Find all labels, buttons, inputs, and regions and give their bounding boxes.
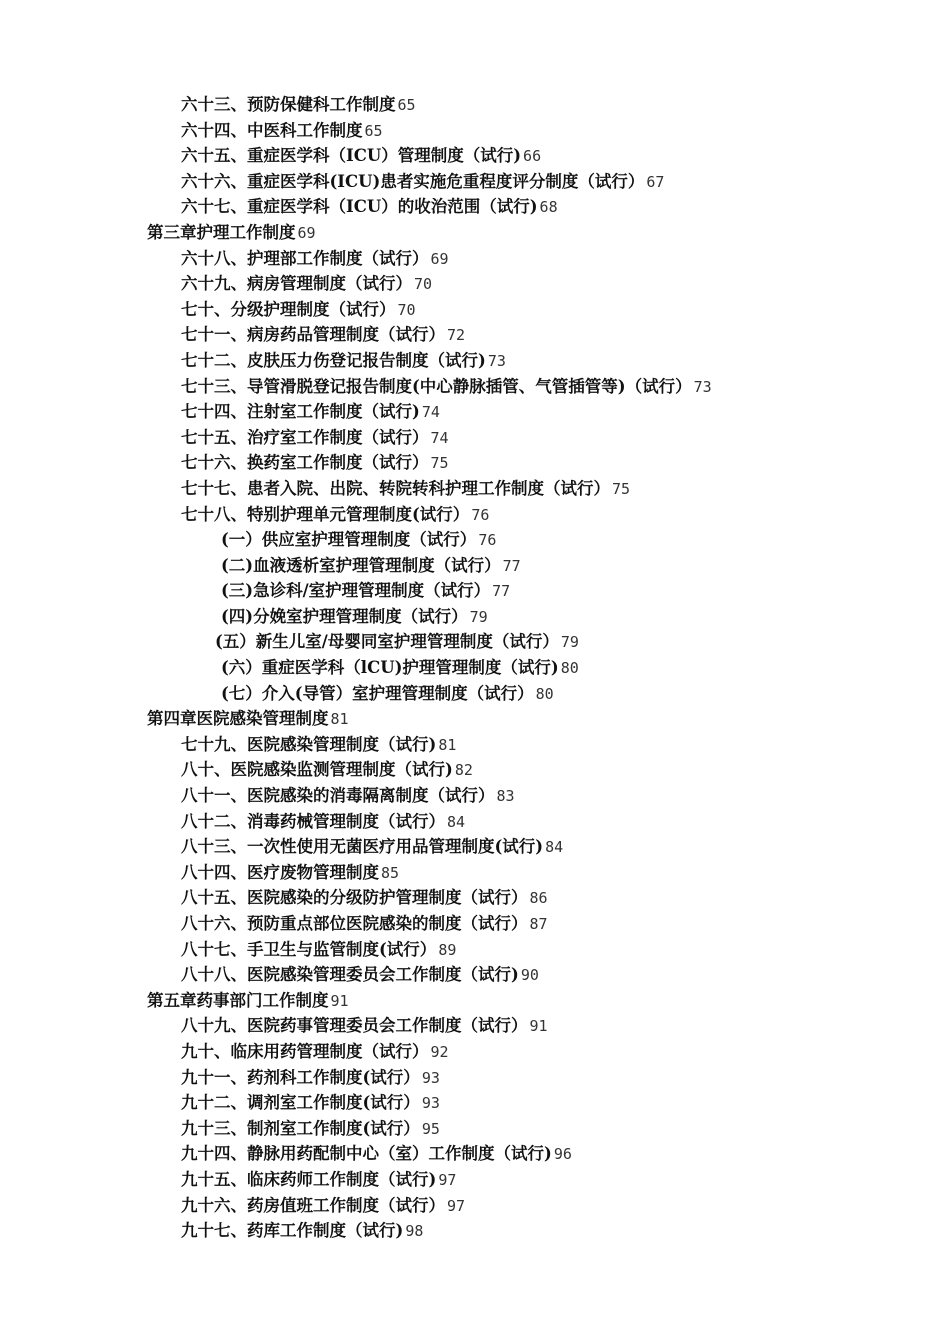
- toc-entry-page-number: 93: [421, 1068, 440, 1087]
- toc-entry-title: 七十七、患者入院、出院、转院转科护理工作制度（试行）: [181, 478, 610, 498]
- toc-entry-title: 六十七、重症医学科（ICU）的收治范围（试行): [181, 197, 538, 217]
- toc-entry-page-number: 70: [414, 275, 433, 294]
- toc-entry-page-number: 74: [421, 403, 440, 422]
- toc-entry-page-number: 65: [397, 96, 416, 114]
- toc-entry: [0, 374, 950, 400]
- toc-entry-page-number: 69: [430, 249, 449, 268]
- toc-entry-title: 七十六、换药室工作制度（试行）: [181, 453, 429, 473]
- toc-entry: [0, 450, 950, 476]
- toc-entry-page-number: 74: [430, 428, 449, 447]
- toc-entry-title: 八十二、消毒药械管理制度（试行）: [181, 811, 445, 831]
- toc-entry: [0, 92, 950, 118]
- toc-entry-page-number: 91: [330, 991, 349, 1010]
- toc-entry-page-number: 81: [438, 735, 457, 754]
- toc-entry-title: (三)急诊科/室护理管理制度（试行）: [221, 581, 491, 601]
- toc-entry-page-number: 89: [438, 940, 457, 959]
- toc-entry-title: 八十一、医院感染的消毒隔离制度（试行）: [181, 786, 495, 806]
- toc-entry: [0, 937, 950, 963]
- toc-entry-page-number: 73: [693, 377, 712, 396]
- toc-entry-page-number: 79: [560, 633, 579, 652]
- toc-entry-title: 九十五、临床药师工作制度（试行): [181, 1169, 437, 1189]
- toc-entry: [0, 399, 950, 425]
- toc-entry-title: 八十五、医院感染的分级防护管理制度（试行）: [181, 888, 528, 908]
- toc-entry-title: 九十二、调剂室工作制度(试行）: [181, 1093, 420, 1113]
- toc-entry: [0, 757, 950, 783]
- toc-entry-page-number: 79: [469, 607, 488, 626]
- toc-entry-title: 八十四、医疗废物管理制度: [181, 862, 379, 882]
- toc-entry-page-number: 84: [447, 812, 466, 831]
- toc-entry-page-number: 69: [297, 223, 316, 242]
- toc-entry-page-number: 97: [438, 1170, 457, 1189]
- toc-entry-title: 七十九、医院感染管理制度（试行): [181, 734, 437, 754]
- toc-entry: [0, 1193, 950, 1219]
- toc-entry-title: 七十三、导管滑脱登记报告制度(中心静脉插管、气管插管等)（试行）: [181, 376, 692, 396]
- toc-entry: [0, 1141, 950, 1167]
- toc-entry-title: 六十三、预防保健科工作制度: [181, 95, 396, 114]
- toc-entry: [0, 860, 950, 886]
- toc-entry: [0, 297, 950, 323]
- toc-entry: [0, 1167, 950, 1193]
- toc-entry-page-number: 76: [471, 505, 490, 524]
- toc-entry: [0, 143, 950, 169]
- toc-entry-page-number: 80: [535, 684, 554, 703]
- toc-entry: [0, 476, 950, 502]
- toc-entry-title: (一）供应室护理管理制度（试行）: [221, 530, 477, 550]
- toc-entry: [0, 629, 950, 655]
- toc-entry-page-number: 83: [496, 787, 515, 806]
- toc-entry-title: 八十九、医院药事管理委员会工作制度（试行）: [181, 1016, 528, 1036]
- toc-entry: [0, 527, 950, 553]
- toc-entry-title: 九十一、药剂科工作制度(试行）: [181, 1067, 420, 1087]
- toc-entry-title: (五）新生儿室/母婴同室护理管理制度（试行）: [215, 632, 559, 652]
- toc-entry: [0, 1090, 950, 1116]
- toc-entry: [0, 655, 950, 681]
- toc-entry: [0, 962, 950, 988]
- toc-entry-page-number: 82: [454, 761, 473, 780]
- toc-entry-page-number: 93: [421, 1094, 440, 1113]
- toc-entry-title: (六）重症医学科（lCU)护理管理制度（试行): [221, 658, 559, 678]
- toc-entry-page-number: 67: [646, 172, 665, 191]
- toc-entry-title: 七十、分级护理制度（试行）: [181, 299, 396, 319]
- toc-entry-page-number: 97: [447, 1196, 466, 1215]
- toc-entry-title: 六十四、中医科工作制度: [181, 120, 363, 140]
- toc-entry: [0, 834, 950, 860]
- toc-entry: [0, 1013, 950, 1039]
- toc-entry-title: 六十六、重症医学科(ICU)患者实施危重程度评分制度（试行）: [181, 171, 645, 191]
- toc-entry-page-number: 73: [487, 351, 506, 370]
- toc-entry-title: 八十、医院感染监测管理制度（试行): [181, 760, 453, 780]
- toc-entry-page-number: 75: [612, 479, 631, 498]
- toc-entry-title: 七十一、病房药品管理制度（试行）: [181, 325, 445, 345]
- toc-entry-title: 七十五、治疗室工作制度（试行）: [181, 427, 429, 447]
- toc-entry-page-number: 68: [539, 198, 558, 217]
- toc-entry-title: 七十四、注射室工作制度（试行): [181, 402, 420, 422]
- toc-entry-page-number: 87: [529, 915, 548, 933]
- toc-entry-page-number: 75: [430, 454, 449, 473]
- toc-entry-page-number: 98: [405, 1222, 424, 1241]
- toc-entry-page-number: 81: [330, 710, 349, 729]
- toc-entry: [0, 1065, 950, 1091]
- toc-entry-page-number: 70: [397, 300, 416, 319]
- toc-entry-page-number: 96: [553, 1145, 572, 1164]
- toc-entry-title: 第三章护理工作制度: [147, 222, 296, 242]
- toc-entry: [0, 604, 950, 630]
- toc-entry: [0, 1218, 950, 1244]
- toc-entry: [0, 681, 950, 707]
- toc-entry-title: 八十七、手卫生与监管制度(试行）: [181, 939, 437, 959]
- toc-entry-title: 八十八、医院感染管理委员会工作制度（试行): [181, 965, 519, 985]
- toc-entry-page-number: 66: [523, 147, 542, 166]
- toc-entry: [0, 169, 950, 195]
- toc-entry-page-number: 65: [364, 121, 383, 140]
- toc-entry: [0, 194, 950, 220]
- toc-entry: [0, 809, 950, 835]
- toc-entry-title: 七十八、特别护理单元管理制度(试行）: [181, 504, 470, 524]
- toc-entry-page-number: 86: [529, 889, 548, 908]
- toc-entry: [0, 246, 950, 272]
- toc-entry: [0, 425, 950, 451]
- toc-entry-title: 九十、临床用药管理制度（试行）: [181, 1041, 429, 1061]
- toc-entry-page-number: 77: [502, 556, 521, 575]
- toc-entry: [0, 502, 950, 528]
- toc-entry: [0, 911, 950, 937]
- toc-entry: [0, 118, 950, 144]
- toc-entry-page-number: 85: [381, 863, 400, 882]
- toc-entry: [0, 271, 950, 297]
- toc-entry: [0, 783, 950, 809]
- toc-entry-title: (七）介入(导管）室护理管理制度（试行）: [221, 683, 534, 703]
- toc-entry-title: 九十七、药库工作制度（试行): [181, 1221, 404, 1241]
- toc-entry: [0, 732, 950, 758]
- toc-entry-title: (四)分娩室护理管理制度（试行）: [221, 606, 468, 626]
- toc-entry-title: (二)血液透析室护理管理制度（试行）: [221, 555, 501, 575]
- toc-entry-title: 九十六、药房值班工作制度（试行）: [181, 1195, 445, 1215]
- toc-entry: [0, 553, 950, 579]
- toc-entry: [0, 578, 950, 604]
- toc-entry-title: 六十九、病房管理制度（试行）: [181, 274, 412, 294]
- toc-entry-title: 九十四、静脉用药配制中心（室）工作制度（试行): [181, 1144, 552, 1164]
- toc-entry-title: 九十三、制剂室工作制度(试行）: [181, 1118, 420, 1138]
- toc-entry-page-number: 77: [492, 582, 511, 601]
- toc-entry: [0, 885, 950, 911]
- toc-entry-title: 六十八、护理部工作制度（试行）: [181, 248, 429, 268]
- toc-entry-title: 八十六、预防重点部位医院感染的制度（试行）: [181, 914, 528, 933]
- toc-entry-title: 第五章药事部门工作制度: [147, 990, 329, 1010]
- toc-chapter-heading: [0, 220, 950, 246]
- toc-entry-title: 七十二、皮肤压力伤登记报告制度（试行): [181, 350, 486, 370]
- toc-entry-title: 八十三、一次性使用无菌医疗用品管理制度(试行): [181, 837, 544, 857]
- toc-entry: [0, 1039, 950, 1065]
- toc-entry-page-number: 95: [421, 1119, 440, 1138]
- toc-entry-page-number: 72: [447, 326, 466, 345]
- toc-entry-title: 六十五、重症医学科（ICU）管理制度（试行): [181, 146, 522, 166]
- toc-entry-page-number: 80: [560, 659, 579, 678]
- table-of-contents: [0, 92, 950, 1244]
- toc-entry-title: 第四章医院感染管理制度: [147, 709, 329, 729]
- toc-entry: [0, 348, 950, 374]
- toc-entry-page-number: 84: [545, 838, 564, 857]
- toc-entry-page-number: 91: [529, 1017, 548, 1036]
- toc-entry: [0, 322, 950, 348]
- toc-entry-page-number: 90: [520, 966, 539, 985]
- toc-chapter-heading: [0, 988, 950, 1014]
- toc-chapter-heading: [0, 706, 950, 732]
- toc-entry-page-number: 76: [478, 531, 497, 550]
- toc-entry-page-number: 92: [430, 1042, 449, 1061]
- toc-entry: [0, 1116, 950, 1142]
